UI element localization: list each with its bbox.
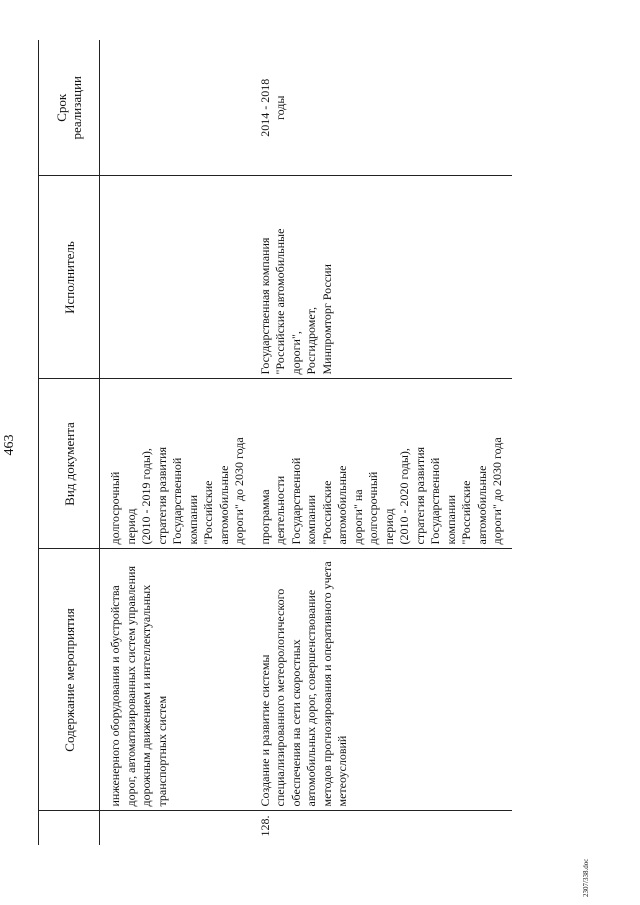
header-number [39,811,100,845]
header-deadline: Срок реализации [39,40,100,176]
row-content: инженерного оборудования и обустройства дорог, автоматизированных систем управления дорожным движением и интеллектуальных транспортных систем [100,549,254,811]
row-doc-type: программа деятельности Государственной компании "Российские автомобильные дороги" на долгосрочный период (2010 - 2020 годы), стратегия развития Государственной компании "Российские автомобильные дороги" до 2030 года [254,379,512,549]
table-row [100,40,254,845]
row-deadline [100,40,254,176]
page-number: 463 [2,434,17,456]
row-number [100,811,254,845]
table-header-row [39,40,100,845]
row-content: Создание и развитие системы специализированного метеорологического обеспечения на сети скоростных автомобильных дорог, совершенствование методов прогнозирования и оперативного учета метеоусловий [254,549,512,811]
row-executor: Государственная компания "Российские автомобильные дороги", Росгидромет, Минпромторг России [254,176,512,379]
row-deadline: 2014 - 2018 годы [254,40,512,176]
measures-table [38,40,512,845]
row-doc-type: долгосрочный период (2010 - 2019 годы), стратегия развития Государственной компании "Российские автомобильные дороги" до 2030 года [100,379,254,549]
row-number: 128. [257,815,272,837]
header-content: Содержание мероприятия [39,549,100,811]
footer-doc-id: 2307/338.doc [582,858,590,897]
row-executor [100,176,254,379]
table-row [254,40,512,845]
header-executor: Исполнитель [39,176,100,379]
header-doc-type: Вид документа [39,379,100,549]
